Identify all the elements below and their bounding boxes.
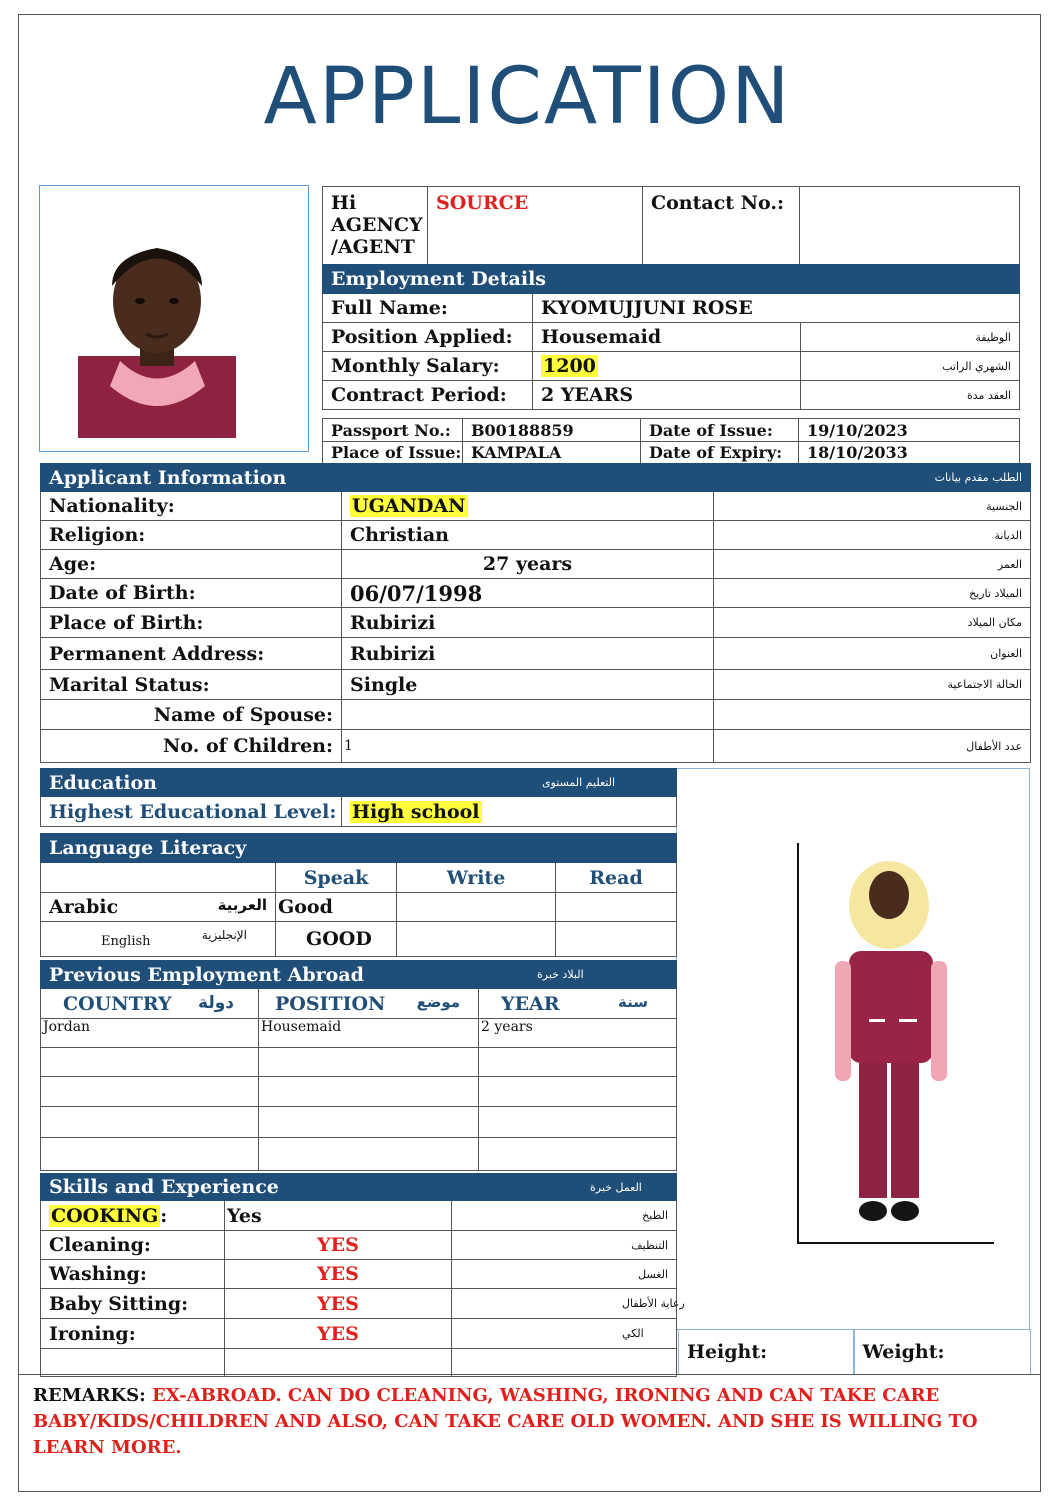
cleaning-label: Cleaning: bbox=[41, 1231, 225, 1260]
page-title: APPLICATION bbox=[263, 52, 792, 142]
col-position-cell bbox=[259, 989, 479, 1019]
skills-blank-2 bbox=[225, 1349, 452, 1377]
address-label: Permanent Address: bbox=[41, 638, 342, 670]
prev-position-5 bbox=[259, 1138, 479, 1171]
nationality-cell bbox=[342, 492, 714, 521]
remarks-line-1 bbox=[33, 1383, 1026, 1409]
contact-label: Contact No.: bbox=[643, 187, 800, 265]
skills-header-ar: العمل خبرة bbox=[452, 1174, 677, 1201]
skills-table bbox=[40, 1173, 685, 1377]
place-issue-label: Place of Issue: bbox=[323, 442, 463, 464]
applicant-table bbox=[40, 463, 1031, 763]
remarks-text-1: EX-ABROAD. CAN DO CLEANING, WASHING, IRONING AND CAN TAKE CARE bbox=[152, 1385, 940, 1406]
remarks-box bbox=[18, 1374, 1041, 1492]
babysitting-value: YES bbox=[225, 1289, 452, 1319]
skills-blank-3 bbox=[452, 1349, 677, 1377]
prev-country-2 bbox=[41, 1048, 259, 1077]
prev-country-4 bbox=[41, 1107, 259, 1138]
education-level-label: Highest Educational Level: bbox=[41, 797, 342, 827]
contract-ar: العقد مدة bbox=[801, 381, 1020, 410]
age-value: 27 years bbox=[342, 550, 714, 579]
pob-ar: مكان الميلاد bbox=[714, 608, 1031, 638]
babysitting-label: Baby Sitting: bbox=[41, 1289, 225, 1319]
previous-header-ar: البلاد خبرة bbox=[479, 961, 677, 989]
issue-date-label: Date of Issue: bbox=[641, 419, 799, 442]
address-value: Rubirizi bbox=[342, 638, 714, 670]
language-header: Language Literacy bbox=[41, 834, 677, 863]
employment-header: Employment Details bbox=[323, 265, 1020, 294]
marital-ar: الحالة الاجتماعية bbox=[714, 670, 1031, 700]
children-value: 1 bbox=[342, 730, 714, 763]
position-ar: الوظيفة bbox=[801, 323, 1020, 352]
education-header: Education bbox=[41, 769, 342, 797]
col-write: Write bbox=[397, 863, 556, 893]
arabic-label: Arabic bbox=[49, 896, 119, 918]
prev-position-1: Housemaid bbox=[259, 1019, 479, 1048]
prev-country-1: Jordan bbox=[41, 1019, 259, 1048]
position-value: Housemaid bbox=[533, 323, 801, 352]
age-label: Age: bbox=[41, 550, 342, 579]
height-label: Height: bbox=[679, 1330, 854, 1375]
pob-value: Rubirizi bbox=[342, 608, 714, 638]
place-issue-value: KAMPALA bbox=[463, 442, 641, 464]
col-year-cell bbox=[479, 989, 677, 1019]
religion-ar: الديانة bbox=[714, 521, 1031, 550]
ironing-value: YES bbox=[225, 1319, 452, 1349]
children-label: No. of Children: bbox=[41, 730, 342, 763]
prev-position-4 bbox=[259, 1107, 479, 1138]
religion-value: Christian bbox=[342, 521, 714, 550]
language-table bbox=[40, 833, 677, 957]
agency-table bbox=[322, 186, 1020, 265]
education-level-cell bbox=[342, 797, 677, 827]
applicant-header: Applicant Information bbox=[41, 464, 714, 492]
english-read bbox=[556, 922, 677, 957]
col-country: COUNTRY bbox=[63, 992, 172, 1015]
col-country-cell bbox=[41, 989, 259, 1019]
contact-value bbox=[800, 187, 1020, 265]
nationality-ar: الجنسية bbox=[714, 492, 1031, 521]
expiry-label: Date of Expiry: bbox=[641, 442, 799, 464]
col-year-ar: سنة bbox=[618, 992, 649, 1011]
passport-no-value: B00188859 bbox=[463, 419, 641, 442]
passport-no-label: Passport No.: bbox=[323, 419, 463, 442]
contract-label: Contract Period: bbox=[323, 381, 533, 410]
passport-table bbox=[322, 418, 1020, 464]
language-blank-head bbox=[41, 863, 276, 893]
pob-label: Place of Birth: bbox=[41, 608, 342, 638]
contract-value: 2 YEARS bbox=[533, 381, 801, 410]
education-header-ar: التعليم المستوى bbox=[342, 769, 677, 797]
prev-year-3 bbox=[479, 1077, 677, 1107]
col-position: POSITION bbox=[275, 992, 386, 1015]
full-body-photo bbox=[797, 843, 994, 1244]
col-country-ar: دولة bbox=[198, 992, 234, 1013]
arabic-read bbox=[556, 893, 677, 922]
english-write bbox=[397, 922, 556, 957]
salary-label: Monthly Salary: bbox=[323, 352, 533, 381]
nationality-label: Nationality: bbox=[41, 492, 342, 521]
arabic-label-ar: العربية bbox=[217, 896, 267, 914]
english-label-ar: الإنجليزية bbox=[201, 928, 247, 942]
dob-ar: الميلاد تاريخ bbox=[714, 579, 1031, 608]
previous-header: Previous Employment Abroad bbox=[41, 961, 479, 989]
full-body-image bbox=[799, 843, 994, 1242]
ironing-ar: الكي bbox=[452, 1319, 677, 1349]
prev-country-3 bbox=[41, 1077, 259, 1107]
prev-year-4 bbox=[479, 1107, 677, 1138]
cooking-label: COOKING bbox=[51, 1204, 159, 1227]
babysitting-ar: رعاية الأطفال bbox=[452, 1289, 677, 1319]
source-label: SOURCE bbox=[428, 187, 643, 265]
address-ar: العنوان bbox=[714, 638, 1031, 670]
cooking-value: Yes bbox=[225, 1201, 452, 1231]
religion-label: Religion: bbox=[41, 521, 342, 550]
prev-year-5 bbox=[479, 1138, 677, 1171]
arabic-speak: Good bbox=[276, 893, 397, 922]
full-name-value: KYOMUJJUNI ROSE bbox=[533, 294, 1020, 323]
applicant-header-ar: الطلب مقدم بيانات bbox=[714, 464, 1031, 492]
salary-cell bbox=[533, 352, 801, 381]
col-read: Read bbox=[556, 863, 677, 893]
expiry-value: 18/10/2033 bbox=[799, 442, 1020, 464]
prev-year-2 bbox=[479, 1048, 677, 1077]
prev-country-5 bbox=[41, 1138, 259, 1171]
spouse-value bbox=[342, 700, 714, 730]
remarks-text-2: BABY/KIDS/CHILDREN AND ALSO, CAN TAKE CARE OLD WOMEN. AND SHE IS WILLING TO LEARN MORE. bbox=[33, 1411, 978, 1458]
issue-date-value: 19/10/2023 bbox=[799, 419, 1020, 442]
washing-label: Washing: bbox=[41, 1260, 225, 1289]
prev-year-1: 2 years bbox=[479, 1019, 677, 1048]
cleaning-value: YES bbox=[225, 1231, 452, 1260]
nationality-value: UGANDAN bbox=[352, 495, 466, 517]
skills-blank-1 bbox=[41, 1349, 225, 1377]
salary-value: 1200 bbox=[543, 355, 596, 377]
dob-value: 06/07/1998 bbox=[342, 579, 714, 608]
salary-ar: الشهري الراتب bbox=[801, 352, 1020, 381]
measures-table bbox=[678, 1329, 1031, 1375]
education-level-value: High school bbox=[352, 800, 480, 823]
previous-table bbox=[40, 960, 677, 1171]
washing-ar: الغسل bbox=[452, 1260, 677, 1289]
agency-label: Hi AGENCY /AGENT bbox=[323, 187, 428, 265]
age-ar: العمر bbox=[714, 550, 1031, 579]
full-name-label: Full Name: bbox=[323, 294, 533, 323]
col-position-ar: موضع bbox=[416, 992, 461, 1011]
english-label: English bbox=[101, 934, 151, 949]
cooking-ar: الطبخ bbox=[452, 1201, 677, 1231]
english-speak: GOOD bbox=[276, 922, 397, 957]
dob-label: Date of Birth: bbox=[41, 579, 342, 608]
col-year: YEAR bbox=[501, 992, 560, 1015]
ironing-label: Ironing: bbox=[41, 1319, 225, 1349]
washing-value: YES bbox=[225, 1260, 452, 1289]
weight-label: Weight: bbox=[854, 1330, 1031, 1375]
cleaning-ar: التنظيف bbox=[452, 1231, 677, 1260]
prev-position-2 bbox=[259, 1048, 479, 1077]
headshot-photo bbox=[39, 185, 309, 452]
cooking-label-cell: COOKING : bbox=[41, 1201, 225, 1231]
remarks-label: REMARKS: bbox=[33, 1385, 146, 1406]
marital-value: Single bbox=[342, 670, 714, 700]
position-label: Position Applied: bbox=[323, 323, 533, 352]
prev-position-3 bbox=[259, 1077, 479, 1107]
col-speak: Speak bbox=[276, 863, 397, 893]
arabic-write bbox=[397, 893, 556, 922]
employment-table bbox=[322, 264, 1020, 410]
spouse-label: Name of Spouse: bbox=[41, 700, 342, 730]
skills-header: Skills and Experience bbox=[41, 1174, 452, 1201]
marital-label: Marital Status: bbox=[41, 670, 342, 700]
english-row-label bbox=[41, 922, 276, 957]
arabic-row-label bbox=[41, 893, 276, 922]
education-table bbox=[40, 768, 677, 827]
spouse-ar bbox=[714, 700, 1031, 730]
children-ar: عدد الأطفال bbox=[714, 730, 1031, 763]
headshot-image bbox=[40, 186, 310, 453]
